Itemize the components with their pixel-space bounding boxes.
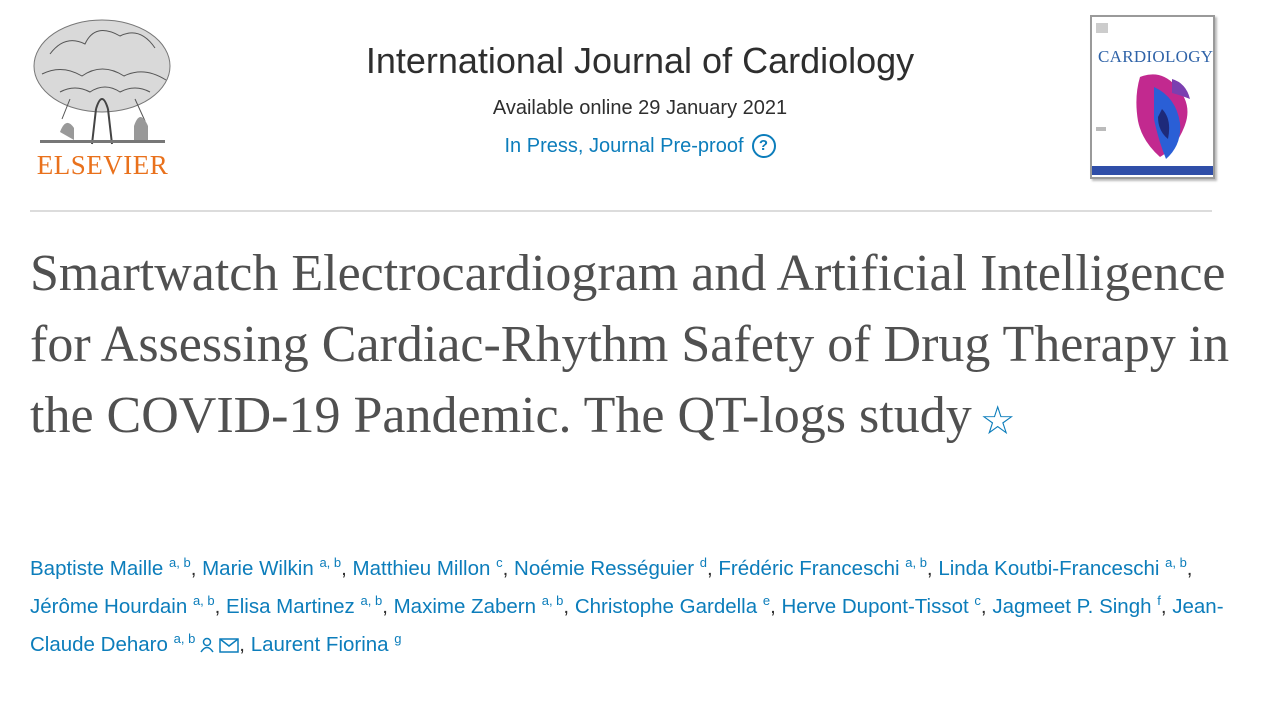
author-link[interactable]: Marie Wilkin $^{a, b}$ <box>202 555 342 580</box>
author-link[interactable]: Jérôme Hourdain $^{a, b}$ <box>30 593 215 618</box>
star-icon[interactable]: ☆ <box>979 397 1016 443</box>
author-link[interactable]: Matthieu Millon $^c$ <box>352 555 503 580</box>
author-link[interactable]: Linda Koutbi-Franceschi $^{a, b}$ <box>938 555 1187 580</box>
author-list: Baptiste Maille $^{a, b}$, Marie Wilkin $^{a, b}$, Matthieu Millon $^c$, Noémie Rességuier $^d$, Frédéric Franceschi $^{a, b}$, Linda Koutbi-Franceschi $^{a, b}$, Jérôme Hourdain $^{a, b}$, Elisa Martinez $^{a, b}$, Maxime Zabern $^{a, b}$, Christophe Gardella $^e$, Herve Dupont-Tissot $^c$, Jagmeet P. Singh $^f$, Jean-Claude Deharo $^{a, b}$ , Laurent Fiorina $^g$ <box>30 555 1224 656</box>
cover-title: CARDIOLOGY <box>1098 47 1214 66</box>
journal-status-link[interactable] <box>505 132 776 160</box>
author-link[interactable]: Maxime Zabern $^{a, b}$ <box>393 593 564 618</box>
journal-status-label[interactable]: In Press, Journal Pre-proof <box>504 135 744 157</box>
author-link[interactable]: Jagmeet P. Singh $^f$ <box>992 593 1161 618</box>
mail-icon[interactable] <box>219 638 239 653</box>
author-link[interactable]: Jean-Claude Deharo $^{a, b}$ <box>30 595 1224 656</box>
available-online-date: Available online 29 January 2021 <box>492 97 788 119</box>
tree-logo-icon <box>30 14 175 149</box>
journal-title[interactable]: International Journal of Cardiology <box>365 40 915 81</box>
header-divider <box>30 210 1212 212</box>
journal-header <box>260 36 1020 160</box>
author-link[interactable]: Laurent Fiorina $^g$ <box>250 631 402 656</box>
author-link[interactable]: Christophe Gardella $^e$ <box>574 593 771 618</box>
journal-cover[interactable] <box>1090 15 1215 179</box>
author-link[interactable]: Elisa Martinez $^{a, b}$ <box>226 593 383 618</box>
person-icon[interactable] <box>199 637 215 653</box>
author-link[interactable]: Herve Dupont-Tissot $^c$ <box>781 593 981 618</box>
article-title <box>30 238 1240 456</box>
article-title-text: Smartwatch Electrocardiogram and Artificial Intelligence for Assessing Cardiac-Rhythm Safety of Drug Therapy in the COVID-19 Pandemic. The QT-logs study <box>30 245 1230 444</box>
publisher-name: ELSEVIER <box>36 150 169 180</box>
author-link[interactable]: Noémie Rességuier $^d$ <box>514 555 707 580</box>
help-icon[interactable]: ? <box>752 134 776 158</box>
cover-heart-icon <box>1092 17 1213 177</box>
author-link[interactable]: Baptiste Maille $^{a, b}$ <box>30 555 191 580</box>
elsevier-logo[interactable] <box>30 14 175 179</box>
author-link[interactable]: Frédéric Franceschi $^{a, b}$ <box>718 555 927 580</box>
